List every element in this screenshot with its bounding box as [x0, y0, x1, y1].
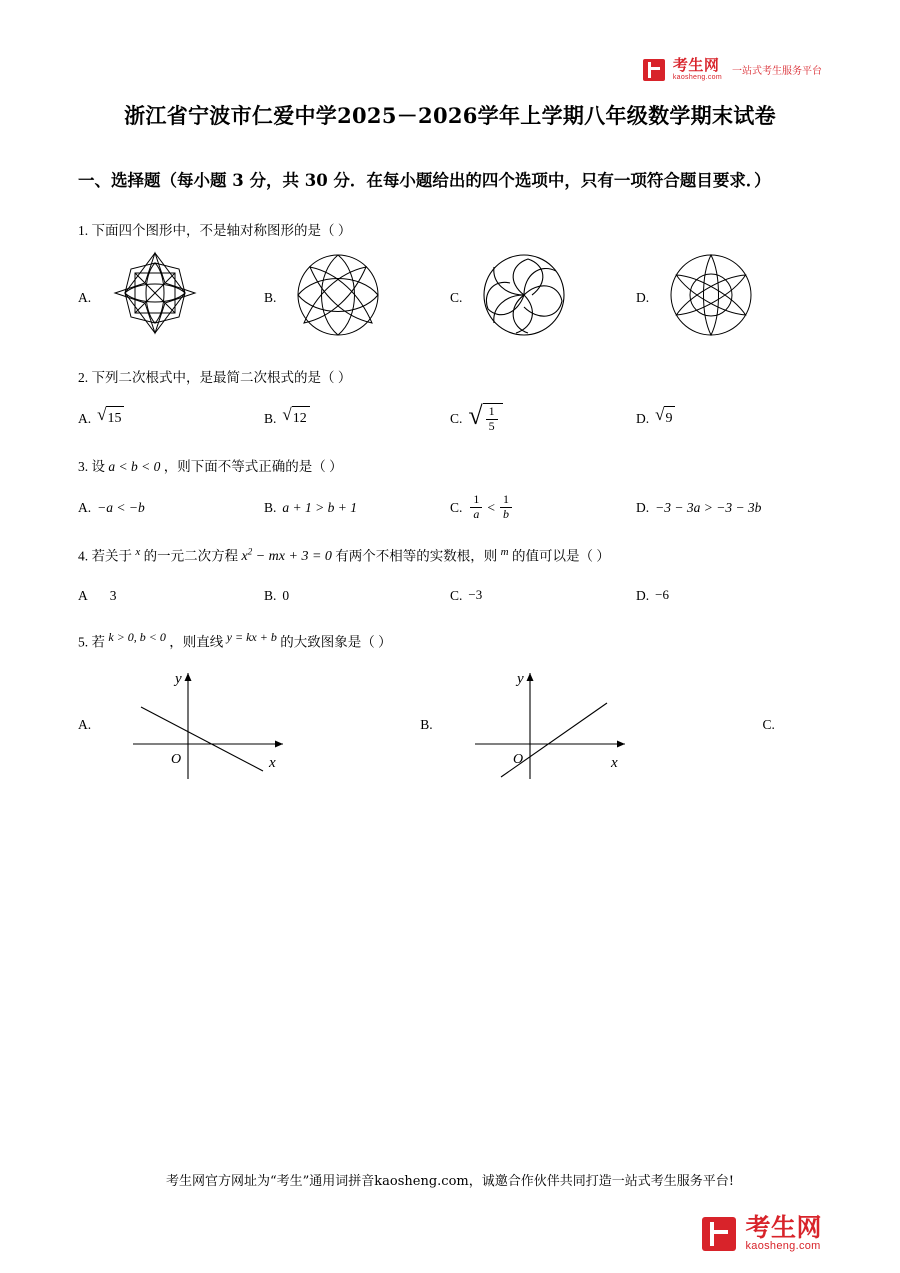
question-4-text-1: 若关于: [91, 548, 132, 564]
sqrt-12-math: √ 12: [282, 406, 309, 430]
option-math: −3 − 3a > −3 − 3b: [655, 499, 762, 515]
question-1-option-b[interactable]: [264, 249, 450, 345]
four-petal-circle-figure: [286, 249, 390, 345]
kaosheng-logo-icon: [702, 1217, 736, 1251]
axis-label-y: y: [175, 671, 182, 688]
option-label: C.: [762, 716, 775, 732]
brand-slogan: 一站式考生服务平台: [732, 66, 822, 78]
option-value: −6: [655, 587, 669, 603]
question-4-number: 4.: [78, 548, 89, 564]
section-heading-choice: 一、选择题（每小题 3 分，共 30 分．在每小题给出的四个选项中，只有一项符合题目要求．）: [78, 171, 771, 190]
page-title: 浙江省宁波市仁爱中学2025－2026学年上学期八年级数学期末试卷: [124, 103, 776, 128]
footer-note: 考生网官方网址为“考生”通用词拼音kaosheng.com，诚邀合作伙伴共同打造一站式考生服务平台!: [166, 1174, 734, 1189]
question-1-option-d[interactable]: [636, 249, 822, 345]
question-2-option-c[interactable]: [450, 403, 636, 434]
brand-logo-header: [643, 58, 822, 81]
question-5-text-3: 的大致图象是（ ）: [280, 634, 392, 650]
option-label: B.: [264, 410, 277, 426]
question-3-stem: [78, 456, 822, 478]
question-3-condition-math: a < b < 0: [108, 458, 161, 474]
brand-name-cn: 考生网: [745, 1214, 822, 1243]
question-3-text-suffix: ，则下面不等式正确的是（ ）: [163, 458, 343, 474]
axis-label-x: x: [610, 755, 618, 772]
question-4-equation: $x^2$ − mx + 3 = 0: [241, 546, 332, 565]
axis-label-x: x: [269, 755, 276, 772]
question-4-stem: [78, 544, 822, 569]
sqrt-15-math: √ 15: [97, 406, 124, 430]
question-3: [78, 456, 822, 522]
question-3-option-a[interactable]: [78, 493, 264, 522]
question-5-number: 5.: [78, 634, 89, 650]
question-4: [78, 544, 822, 606]
origin-label: O: [512, 752, 523, 768]
option-label: A.: [78, 716, 92, 732]
question-3-option-d[interactable]: [636, 493, 822, 522]
question-5-text-1: 若: [91, 634, 105, 650]
question-2-options: [78, 403, 822, 434]
eight-point-star-figure: [101, 249, 209, 345]
option-label: B.: [264, 587, 277, 603]
option-math: a + 1 > b + 1: [282, 499, 357, 515]
option-label: D.: [636, 289, 650, 305]
line-negative-slope-graph: [103, 659, 303, 789]
option-label: B.: [264, 499, 277, 515]
kaosheng-logo-icon: [643, 59, 665, 81]
sqrt-9-math: √ 9: [655, 406, 675, 430]
option-label: B.: [420, 716, 433, 732]
question-1-option-c[interactable]: [450, 249, 636, 345]
option-value: 0: [282, 587, 290, 603]
option-math-fraction: $\frac{1}{a}$ < $\frac{1}{b}$: [468, 493, 514, 522]
axis-label-y: y: [516, 671, 524, 688]
option-label: C.: [450, 587, 463, 603]
question-1-option-a[interactable]: [78, 249, 264, 345]
option-math: −a < −b: [97, 499, 145, 515]
sqrt-one-fifth-math: √ $\frac{1}{5}$: [468, 403, 502, 434]
option-label: A: [78, 587, 88, 603]
option-label: A.: [78, 289, 92, 305]
question-4-option-a[interactable]: [78, 585, 264, 607]
question-4-text-2: 的一元二次方程: [143, 548, 239, 564]
option-label: B.: [264, 289, 277, 305]
brand-logo-text: [673, 58, 722, 81]
brand-logo-footer: [702, 1215, 822, 1253]
question-5-line-math: y = kx + b: [226, 630, 277, 645]
question-5-text-2: ，则直线: [169, 634, 224, 650]
option-value: 3: [109, 587, 117, 603]
question-5-option-c[interactable]: [762, 714, 780, 736]
question-4-text-3: 有两个不相等的实数根，则: [335, 548, 498, 564]
question-5-options: [78, 659, 822, 789]
question-5-option-a[interactable]: [78, 659, 420, 789]
option-label: A.: [78, 410, 92, 426]
option-label: D.: [636, 587, 650, 603]
question-3-option-b[interactable]: [264, 493, 450, 522]
question-4-option-c[interactable]: [450, 585, 636, 607]
question-4-options: [78, 585, 822, 607]
question-2-option-d[interactable]: [636, 403, 822, 434]
question-5-option-b[interactable]: [420, 659, 762, 789]
question-2-text: 下列二次根式中，是最简二次根式的是（ ）: [91, 370, 352, 386]
question-2-option-a[interactable]: [78, 403, 264, 434]
question-4-text-4: 的值可以是（ ）: [511, 548, 610, 564]
six-petal-flower-circle-figure: [659, 249, 763, 345]
line-positive-slope-negative-intercept-graph: [445, 659, 645, 789]
question-1-stem: [78, 220, 822, 242]
option-label: A.: [78, 499, 92, 515]
question-1: [78, 220, 822, 346]
brand-name-en: kaosheng.com: [672, 73, 722, 81]
origin-label: O: [171, 752, 182, 768]
question-3-options: [78, 493, 822, 522]
question-4-option-d[interactable]: [636, 585, 822, 607]
brand-name-en: kaosheng.com: [745, 1240, 821, 1253]
brand-logo-text: [745, 1215, 822, 1253]
question-4-var-x: x: [135, 545, 141, 558]
option-value: −3: [468, 587, 483, 603]
question-2: [78, 367, 822, 433]
question-3-number: 3.: [78, 458, 89, 474]
question-2-option-b[interactable]: [264, 403, 450, 434]
question-3-text-prefix: 设: [91, 458, 105, 474]
question-2-stem: [78, 367, 822, 389]
option-label: C.: [450, 410, 463, 426]
option-label: D.: [636, 499, 650, 515]
question-5-condition-math: k > 0, b < 0: [108, 630, 166, 645]
question-5: [78, 628, 822, 789]
question-4-var-m: m: [500, 545, 509, 558]
question-5-stem: [78, 628, 822, 653]
question-2-number: 2.: [78, 370, 89, 386]
question-1-number: 1.: [78, 222, 89, 238]
question-3-option-c[interactable]: [450, 493, 636, 522]
triple-swirl-circle-figure: [472, 249, 576, 345]
question-1-options: [78, 249, 822, 345]
option-label: C.: [450, 499, 463, 515]
option-label: C.: [450, 289, 463, 305]
question-1-text: 下面四个图形中，不是轴对称图形的是（ ）: [91, 222, 352, 238]
brand-name-cn: 考生网: [672, 57, 720, 74]
question-4-option-b[interactable]: [264, 585, 450, 607]
option-label: D.: [636, 410, 650, 426]
